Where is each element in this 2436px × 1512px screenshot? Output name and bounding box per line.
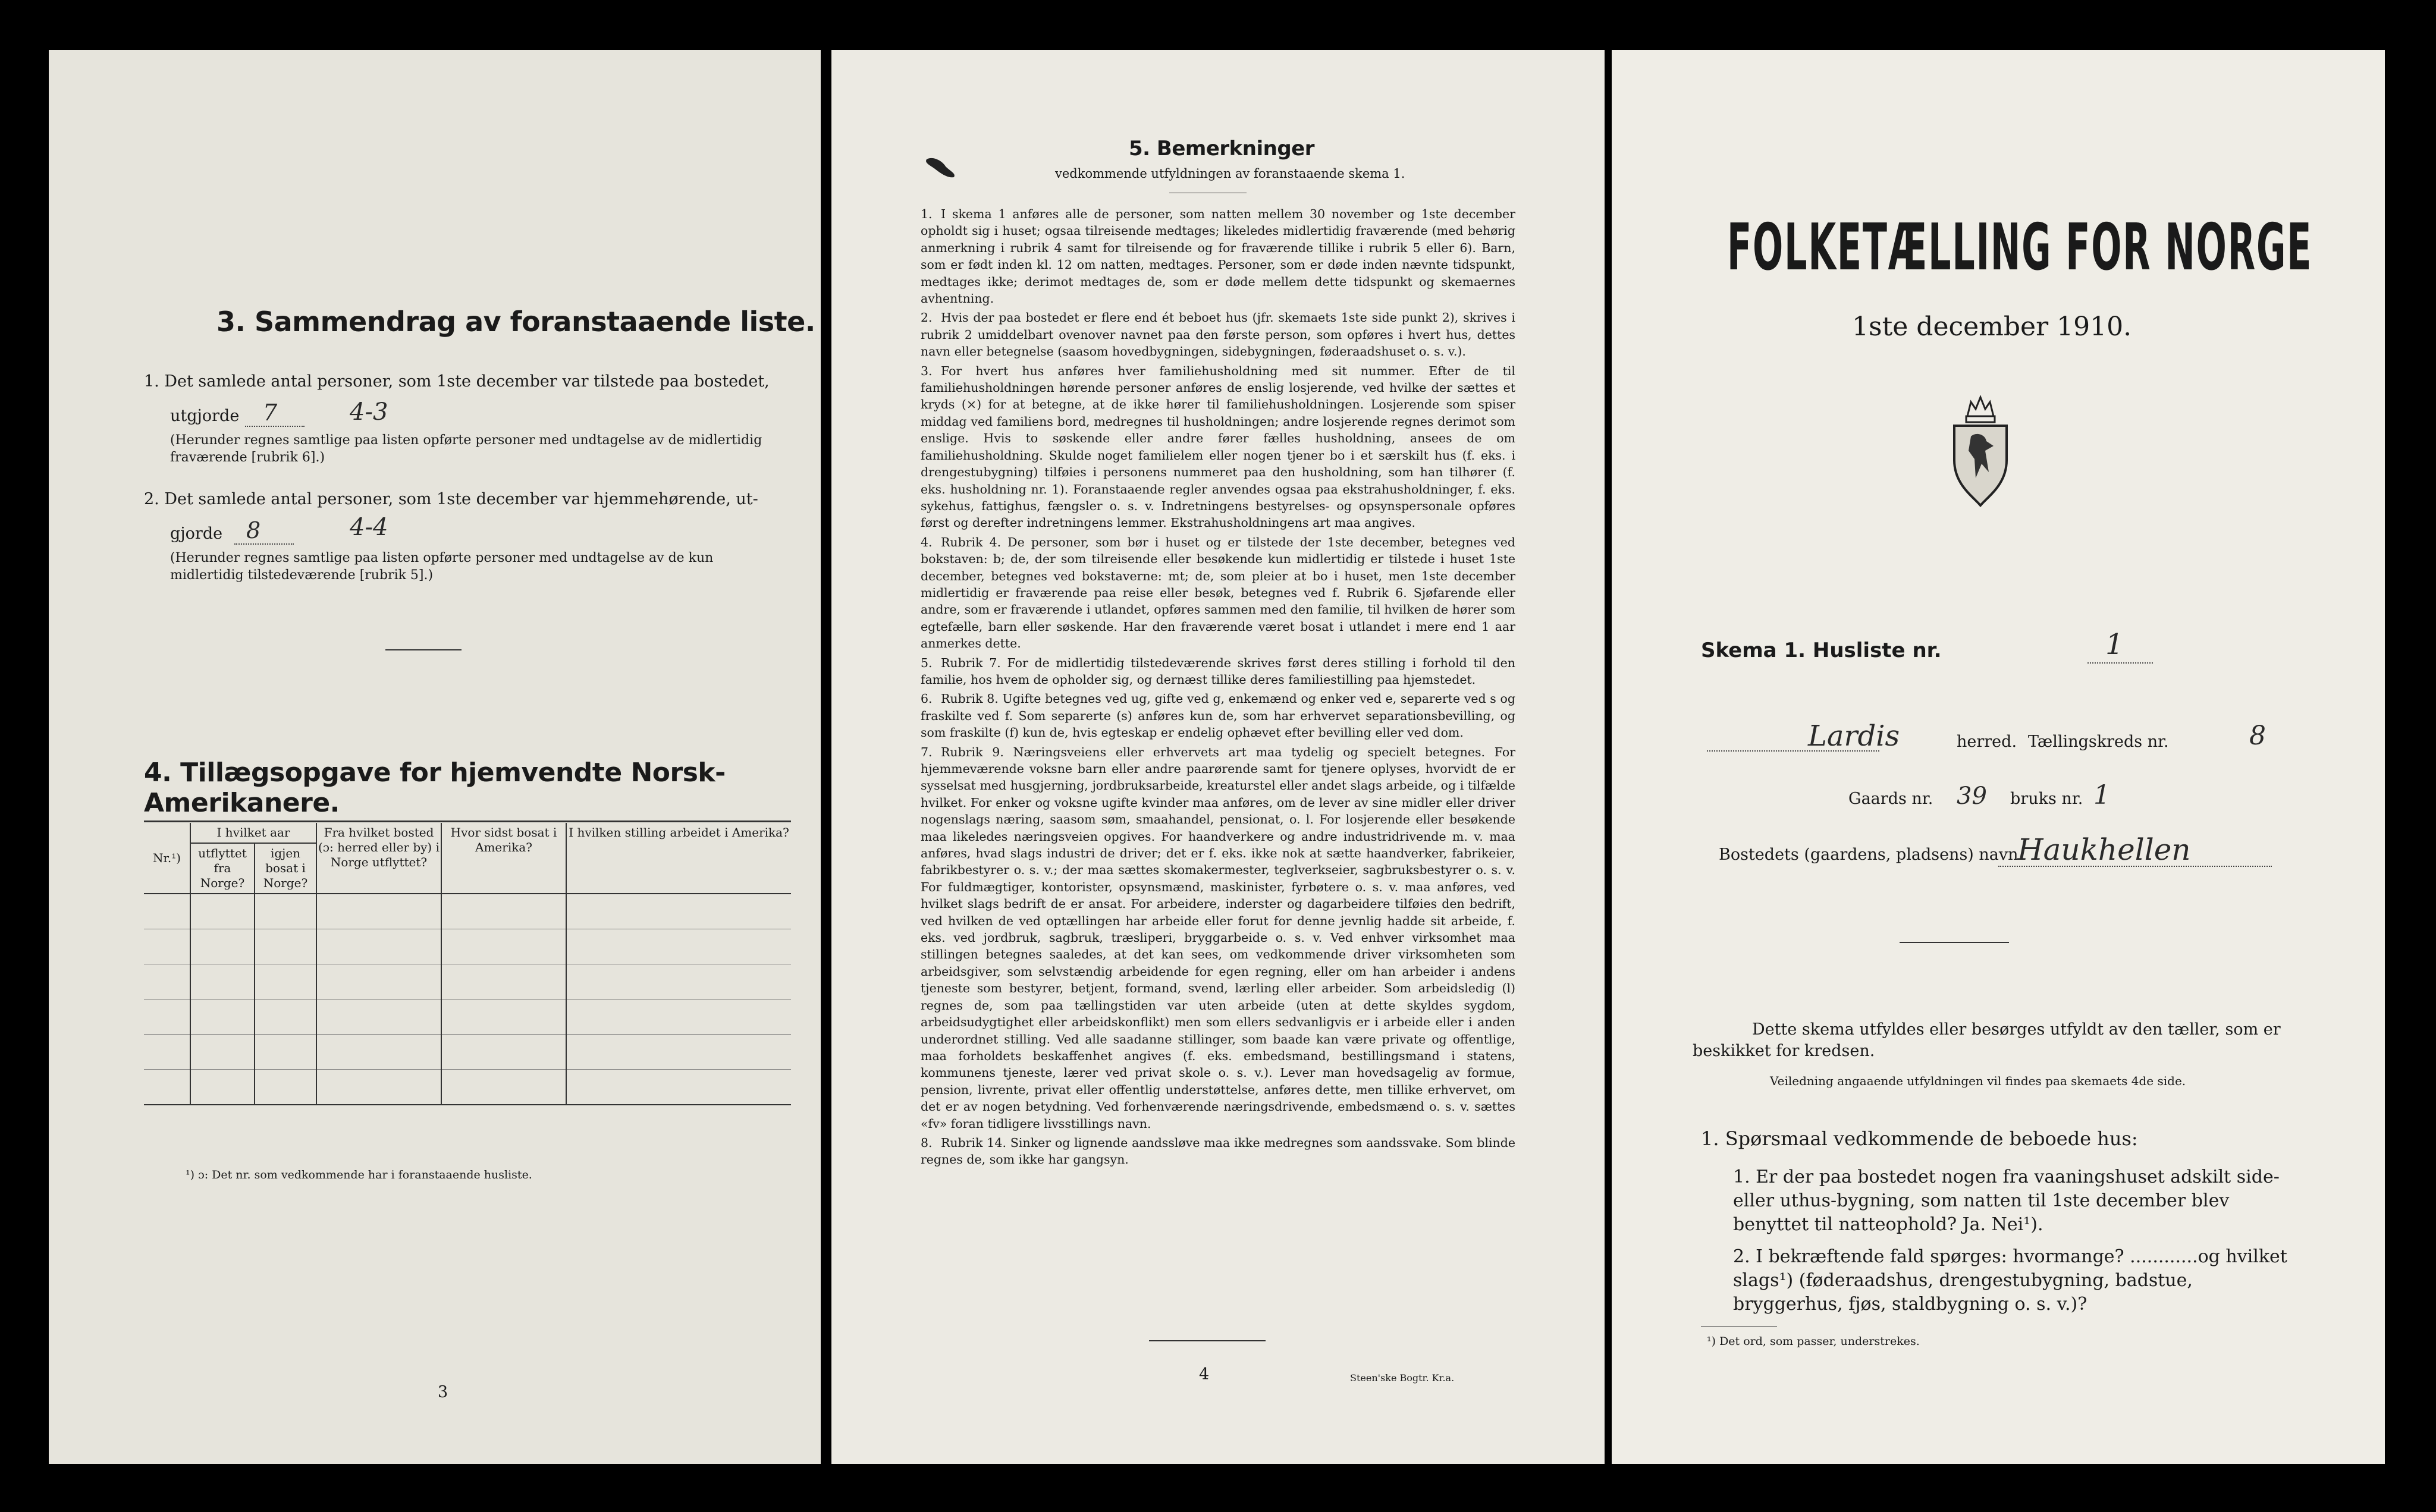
question-1-handwritten-count: 7: [263, 400, 278, 426]
question-1-note: (Herunder regnes samtlige paa listen opførte personer med undtagelse av de midlertidig fraværende [rubrik 6].): [170, 433, 762, 465]
bosted-dotted-line: [1998, 866, 2272, 867]
remarks-subtitle: vedkommende utfyldningen av foranstaaende skema 1.: [1055, 166, 1405, 181]
yes-no-answer: Ja. Nei¹).: [1962, 1214, 2043, 1235]
bruks-label: bruks nr.: [2010, 790, 2083, 808]
table-header-stilling: I hvilken stilling arbeidet i Amerika?: [566, 823, 791, 894]
question-1-dotted-line: [245, 426, 304, 427]
document-title: FOLKETÆLLING FOR NORGE: [1727, 210, 2313, 285]
bosted-label: Bostedets (gaardens, pladsens) navn: [1719, 845, 2019, 864]
page-left: [49, 50, 821, 1464]
page-number: 3: [438, 1383, 448, 1401]
question-1-text: 1. Det samlede antal personer, som 1ste december var tilstede paa bostedet,: [144, 372, 770, 391]
printer-imprint: Steen'ske Bogtr. Kr.a.: [1350, 1372, 1455, 1384]
ink-blot-mark: [924, 156, 959, 178]
bosted-handwritten: Haukhellen: [2017, 832, 2191, 867]
remarks-list: [921, 206, 1515, 1171]
kreds-handwritten: 8: [2249, 721, 2266, 751]
herred-label: herred.: [1957, 733, 2017, 751]
norsk-amerikanere-table: [144, 823, 791, 1105]
herred-handwritten: Lardis: [1808, 719, 1900, 753]
question-2-handwritten-count: 8: [246, 517, 261, 543]
remark-item: 4. Rubrik 4. De personer, som bør i huset og er tilstede der 1ste december, betegnes ved bokstaven: b; de, der som tilreisende eller besøkende kun midlertidig er tilstede i huset 1ste december, betegnes ved bokstaverne: mt; de, som pleier at bo i huset, men 1ste december midlertidig er fraværende paa reise eller besøk, betegnes ved f. Rubrik 6. Sjøfarende eller andre, som er fraværende i utlandet, opføres sammen med den familie, til hvilken de hører som egtefælle, barn eller søskende. Har den fraværende været bosat i utlandet i mere end 1 aar anmerkes dette.: [921, 535, 1515, 651]
table-row: [144, 999, 791, 1035]
question-2-gjorde-label: gjorde: [170, 524, 223, 543]
remark-item: 7. Rubrik 9. Næringsveiens eller erhvervets art maa tydelig og specielt betegnes. For hjemmeværende voksne barn eller andre paarørende samt for tjenere oplyses, hvorvidt de er sysselsat med husgjerning, jordbruksarbeide, kreaturstel eller andet slags arbeide, og i tilfælde hvilket. For enker og voksne ugifte kvinder maa anføres, om de lever av sine midler eller driver nogenslags næring, saasom søm, smaahandel, pensionat, o. l. For losjerende eller besøkende maa likeledes næringsveien opgives. For haandverkere og andre industridrivende m. v. maa anføres, hvad slags industri de driver; det er f. eks. ikke nok at sætte haandverker, fabrikeier, fabrikbestyrer o. s. v.; der maa sættes skomakermester, teglverkseier, sagbruksbestyrer o. s. v. For fuldmægtiger, kontorister, opsynsmænd, maskinister, fyrbøtere o. s. v. maa anføres, ved hvilket slags bedrift de er ansat. For arbeidere, inderster og dagarbeidere tilføies den bedrift, ved hvilken de ved optællingen har arbeide eller forut for denne jevnlig hadde sit arbeide, f. eks. ved jordbruk, sagbruk, træsliperi, bryggarbeide o. s. v. Ved enhver virksomhet maa stillingen betegnes saaledes, at det kan sees, om vedkommende driver virksomheten som arbeidsgiver, som selvstændig arbeidende for egen regning, eller om han arbeider i andens tjeneste som bestyrer, betjent, formand, svend, lærling eller arbeider. Som arbeidsledig (l) regnes de, som paa tællingstiden var uten arbeide (uten at dette skyldes sygdom, arbeidsudygtighet eller arbeidskonflikt) men som ellers sedvanligvis er i arbeide eller i anden underordnet stilling. Ved alle saadanne stillinger, som baade kan være private og offentlige, maa forholdets beskaffenhet angives (f. eks. embedsmand, bestillingsmand i statens, kommunens tjeneste, lærer ved privat skole o. s. v.). Lever man hovedsagelig av formue, pension, livrente, privat eller offentlig understøttelse, anføres dette, men tillike erhvervet, om det er av nogen betydning. Ved forhenværende næringsdrivende, embedsmænd o. s. v. sættes «fv» foran tidligere livsstillings navn.: [921, 744, 1515, 1131]
bottom-divider: [1149, 1340, 1266, 1341]
table-footnote: ¹) ɔ: Det nr. som vedkommende har i foranstaaende husliste.: [186, 1168, 532, 1181]
section-4-title: 4. Tillægsopgave for hjemvendte Norsk-Amerikanere.: [144, 757, 726, 818]
table-top-rule: [144, 821, 791, 822]
husliste-dotted-line: [2087, 662, 2153, 664]
page-middle: [831, 50, 1605, 1464]
remark-item: 5. Rubrik 7. For de midlertidig tilstedeværende skrives først deres stilling i forhold til den familie, hos hvem de opholder sig, og dernæst tillike deres familiestilling paa hjemstedet.: [921, 655, 1515, 687]
table-header-nr: Nr.¹): [144, 823, 190, 894]
divider: [385, 649, 462, 650]
husliste-number-handwritten: 1: [2105, 628, 2124, 661]
table-header-group: I hvilket aar: [190, 823, 316, 843]
house-question-1: 1. Er der paa bostedet nogen fra vaaningshuset adskilt side- eller uthus-bygning, som natten til 1ste december blev benyttet til natteophold? Ja. Nei¹).: [1733, 1167, 2280, 1235]
table-header-igjen-bosat: igjen bosat i Norge?: [255, 843, 316, 894]
question-1-handwritten-breakdown: 4-3: [350, 398, 388, 426]
table-row: [144, 1070, 791, 1105]
gaards-label: Gaards nr.: [1848, 790, 1933, 808]
remarks-title: 5. Bemerkninger: [1129, 137, 1314, 161]
document-date: 1ste december 1910.: [1852, 312, 2132, 342]
table-row: [144, 929, 791, 964]
question-2-note: (Herunder regnes samtlige paa listen opførte personer med undtagelse av de kun midlertidig tilstedeværende [rubrik 5].): [170, 551, 714, 583]
question-2-dotted-line: [234, 543, 294, 545]
ornament-divider: [1900, 942, 2009, 943]
table-header-utflyttet: utflyttet fra Norge?: [190, 843, 255, 894]
question-2-handwritten-breakdown: 4-4: [350, 514, 388, 541]
intro-text: Dette skema utfyldes eller besørges utfyldt av den tæller, som er beskikket for kredsen.: [1693, 1020, 2281, 1060]
intro-note: Veiledning angaaende utfyldningen vil findes paa skemaets 4de side.: [1770, 1074, 2186, 1088]
remark-item: 2. Hvis der paa bostedet er flere end ét beboet hus (jfr. skemaets 1ste side punkt 2), skrives i rubrik 2 umiddelbart ovenover navnet paa den første person, som opføres i hvert hus, dettes navn eller betegnelse (saasom hovedbygningen, sidebygningen, føderaadshuset o. s. v.).: [921, 310, 1515, 359]
table-header-hvor-bosat: Hvor sidst bosat i Amerika?: [441, 823, 566, 894]
house-question-2: 2. I bekræftende fald spørges: hvormange? ............og hvilket slags¹) (føderaadshus, drengestubygning, badstue, bryggerhus, fjøs, staldbygning o. s. v.)?: [1733, 1246, 2287, 1315]
table-row: [144, 964, 791, 999]
remark-item: 1. I skema 1 anføres alle de personer, som natten mellem 30 november og 1ste december opholdt sig i huset; ogsaa tilreisende medtages; likeledes midlertidig fraværende (med behørig anmerkning i rubrik 4 samt for tilreisende og for fraværende tillike i rubrik 5 eller 6). Barn, som er født inden kl. 12 om natten, medtages. Personer, som er døde inden nævnte tidspunkt, medtages ikke; derimot medtages de, som er døde mellem dette tidspunkt og skemaernes avhentning.: [921, 207, 1515, 306]
table-row: [144, 894, 791, 929]
page-number: 4: [1199, 1365, 1210, 1384]
remark-item: 8. Rubrik 14. Sinker og lignende aandssløve maa ikke medregnes som aandssvake. Som blinde regnes de, som ikke har gangsyn.: [921, 1135, 1515, 1167]
remark-item: 3. For hvert hus anføres hver familiehusholdning med sit nummer. Efter de til familiehusholdningen hørende personer anføres de enslig losjerende, ved hvilke der sættes et kryds (×) for at betegne, at de ikke hører til familiehusholdningen. Losjerende som spiser middag ved familiens bord, medregnes til husholdningen; andre losjerende regnes derimot som enslige. Hvis to søskende eller andre fører fælles husholdning, ansees de om familiehusholdning. Skulde noget familielem eller nogen tjener bo i et særskilt hus (f. eks. i drengestubygning) tilføies i personens nummeret paa den husholdning, som han tilhører (f. eks. husholdning nr. 1). Foranstaaende regler anvendes ogsaa paa ekstrahusholdninger, f. eks. sykehus, fattighus, fængsler o. s. v. Indretningens bestyrelses- og opsynspersonale opføres først og derefter indretningens lemmer. Ekstrahusholdningens art maa angives.: [921, 363, 1515, 530]
table-row: [144, 1035, 791, 1070]
gaards-handwritten: 39: [1957, 782, 1987, 810]
table-header-fra-bosted: Fra hvilket bosted (ɔ: herred eller by) i Norge utflyttet?: [316, 823, 441, 894]
bruks-handwritten: 1: [2093, 780, 2110, 810]
question-2-text: 2. Det samlede antal personer, som 1ste december var hjemmehørende, ut-: [144, 490, 758, 508]
footnote: ¹) Det ord, som passer, understrekes.: [1707, 1335, 1920, 1348]
remark-item: 6. Rubrik 8. Ugifte betegnes ved ug, gifte ved g, enkemænd og enker ved e, separerte ved s og fraskilte ved f. Som separerte (s) anføres kun de, som har erhvervet separationsbevilling, og som fraskilte (f) kun de, hvis egteskap er endelig ophævet efter bevilling eller ved dom.: [921, 691, 1515, 740]
page-right: [1612, 50, 2385, 1464]
question-1-utgjorde-label: utgjorde: [170, 407, 240, 425]
kreds-label: Tællingskreds nr.: [2028, 733, 2169, 751]
section-3-title: 3. Sammendrag av foranstaaende liste.: [216, 306, 815, 338]
norway-coat-of-arms-emblem: [1947, 389, 2014, 508]
question-heading: 1. Spørsmaal vedkommende de beboede hus:: [1701, 1127, 2138, 1150]
skema-label: Skema 1. Husliste nr.: [1701, 639, 1942, 662]
